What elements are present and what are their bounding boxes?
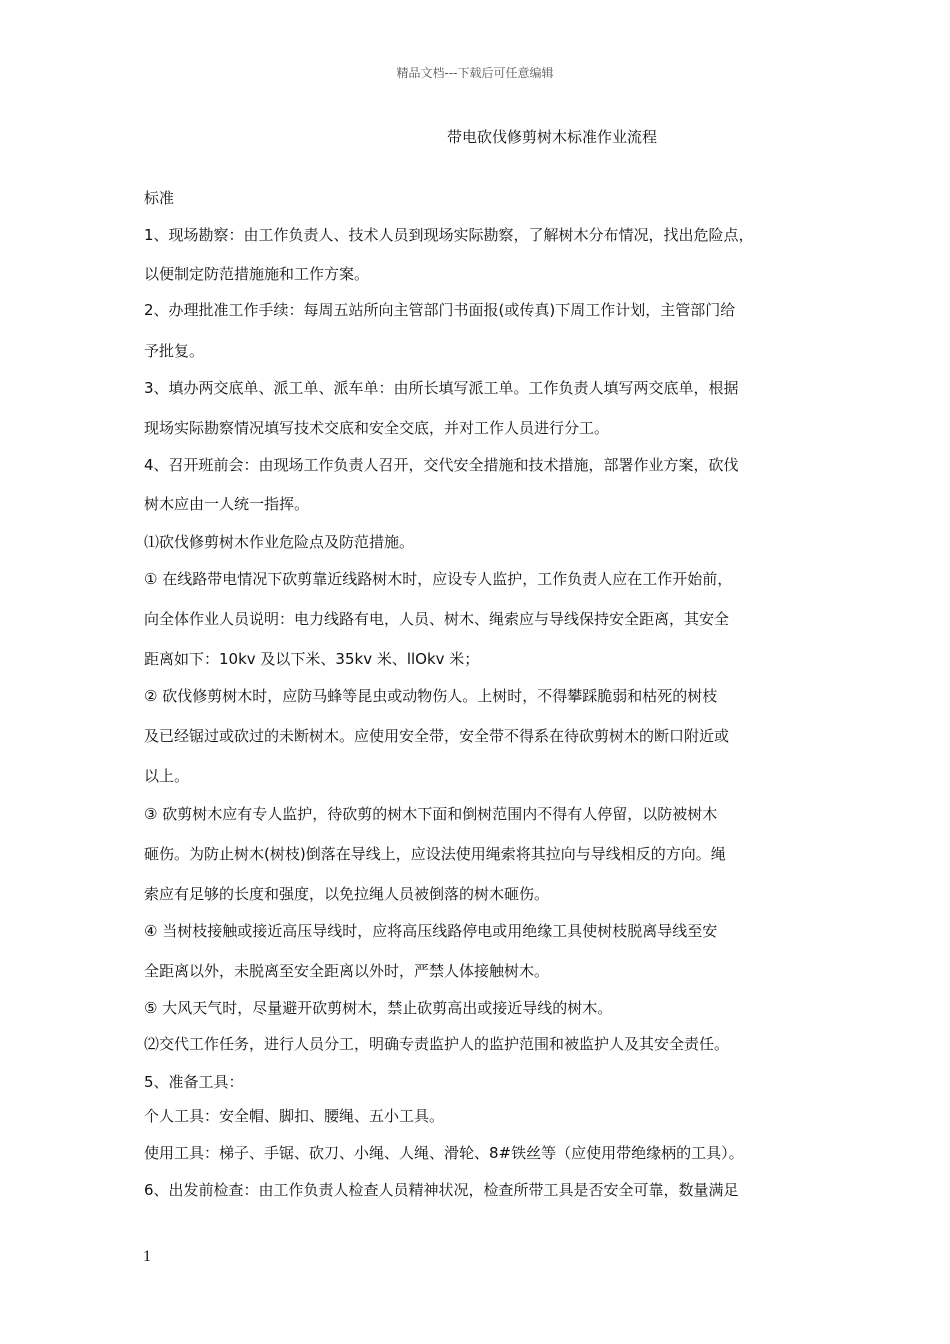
body-line: ① 在线路带电情况下砍剪靠近线路树木时，应设专人监护，工作负责人应在工作开始前，: [144, 570, 733, 588]
body-line: ③ 砍剪树木应有专人监护，待砍剪的树木下面和倒树范围内不得有人停留，以防被树木: [144, 805, 718, 823]
page-number: 1: [143, 1248, 151, 1265]
document-title: 带电砍伐修剪树木标准作业流程: [447, 128, 658, 146]
body-line: 砸伤。为防止树木(树枝)倒落在导线上，应设法使用绳索将其拉向与导线相反的方向。绳: [144, 845, 726, 863]
body-line: ② 砍伐修剪树木时，应防马蜂等昆虫或动物伤人。上树时，不得攀踩脆弱和枯死的树枝: [144, 687, 718, 705]
body-line: 4、召开班前会：由现场工作负责人召开，交代安全措施和技术措施，部署作业方案，砍伐: [144, 456, 739, 474]
body-line: 标准: [144, 189, 175, 207]
body-line: ⑴砍伐修剪树木作业危险点及防范措施。: [144, 533, 415, 551]
body-line: ④ 当树枝接触或接近高压导线时，应将高压线路停电或用绝缘工具使树枝脱离导线至安: [144, 922, 718, 940]
body-line: 个人工具：安全帽、脚扣、腰绳、五小工具。: [144, 1107, 445, 1125]
body-line: 以便制定防范措施施和工作方案。: [144, 265, 370, 283]
body-line: 索应有足够的长度和强度，以免拉绳人员被倒落的树木砸伤。: [144, 885, 550, 903]
body-line: 现场实际勘察情况填写技术交底和安全交底，并对工作人员进行分工。: [144, 419, 610, 437]
page-header-note: 精品文档---下载后可任意编辑: [396, 66, 554, 80]
body-line: 距离如下：10kv 及以下米、35kv 米、llOkv 米；: [144, 650, 480, 668]
body-line: 5、准备工具：: [144, 1073, 244, 1091]
body-line: 使用工具：梯子、手锯、砍刀、小绳、人绳、滑轮、8#铁丝等（应使用带绝缘柄的工具）。: [144, 1144, 744, 1162]
body-line: 全距离以外，未脱离至安全距离以外时，严禁人体接触树木。: [144, 962, 550, 980]
body-line: 树木应由一人统一指挥。: [144, 495, 310, 513]
body-line: 3、填办两交底单、派工单、派车单：由所长填写派工单。工作负责人填写两交底单，根据: [144, 379, 739, 397]
body-line: 1、现场勘察：由工作负责人、技术人员到现场实际勘察，了解树木分布情况，找出危险点，: [144, 226, 754, 244]
body-line: ⑵交代工作任务，进行人员分工，明确专责监护人的监护范围和被监护人及其安全责任。: [144, 1035, 730, 1053]
body-line: 及已经锯过或砍过的未断树木。应使用安全带，安全带不得系在待砍剪树木的断口附近或: [144, 727, 730, 745]
body-line: 向全体作业人员说明：电力线路有电，人员、树木、绳索应与导线保持安全距离，其安全: [144, 610, 730, 628]
body-line: 6、出发前检查：由工作负责人检查人员精神状况，检查所带工具是否安全可靠，数量满足: [144, 1181, 739, 1199]
body-line: 2、办理批准工作手续：每周五站所向主管部门书面报(或传真)下周工作计划，主管部门给: [144, 301, 736, 319]
body-line: 以上。: [144, 767, 190, 785]
body-line: ⑤ 大风天气时，尽量避开砍剪树木，禁止砍剪高出或接近导线的树木。: [144, 999, 613, 1017]
body-line: 予批复。: [144, 342, 205, 360]
